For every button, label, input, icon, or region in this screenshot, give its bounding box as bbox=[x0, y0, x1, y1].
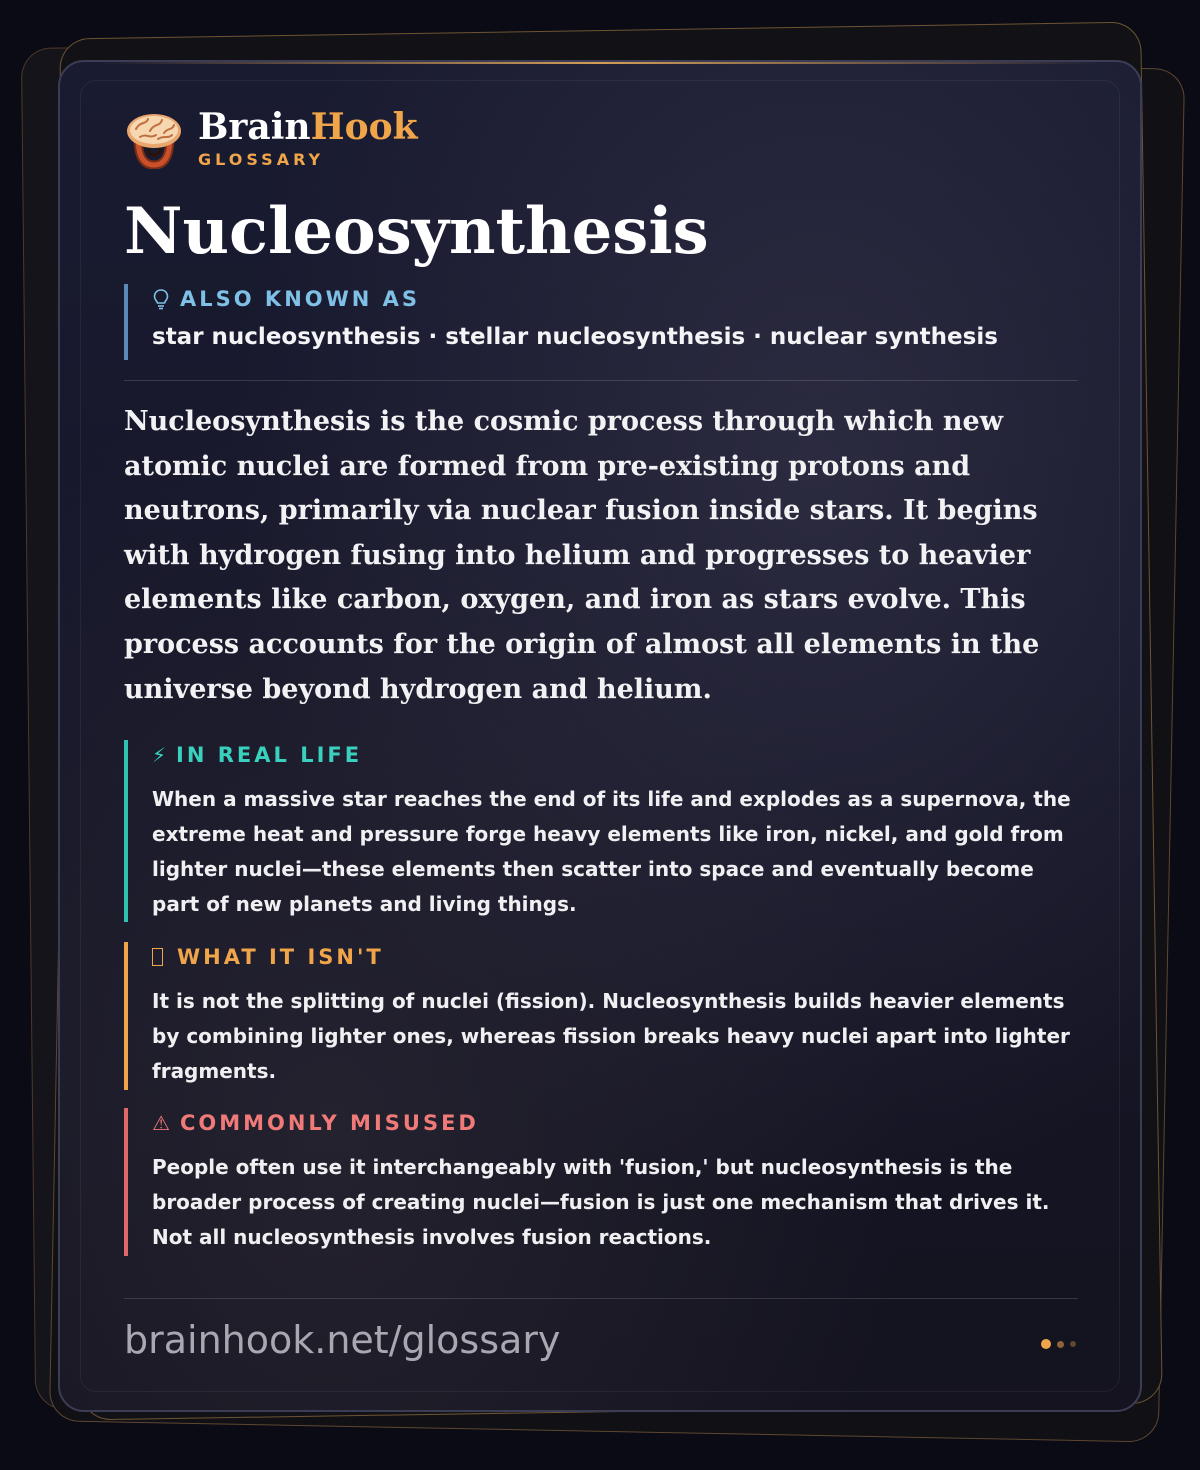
glossary-card bbox=[58, 60, 1142, 1412]
brain-magnet-icon bbox=[124, 109, 184, 169]
brand-name-hook: Hook bbox=[310, 106, 418, 148]
also-known-as-section bbox=[124, 284, 1078, 360]
in-real-life-heading bbox=[152, 740, 1078, 770]
pagination-dots bbox=[1035, 1339, 1076, 1349]
missing-glyph-icon bbox=[152, 948, 163, 966]
brand-header bbox=[124, 108, 418, 169]
commonly-misused-section bbox=[124, 1108, 1078, 1256]
brand-subtitle: GLOSSARY bbox=[198, 150, 325, 169]
lightbulb-icon bbox=[152, 288, 170, 310]
pagination-dot[interactable] bbox=[1057, 1341, 1064, 1348]
in-real-life-text: When a massive star reaches the end of its life and explodes as a supernova, the extreme heat and pressure forge heavy elements like iron, nickel, and gold from lighter nuclei—these elements then scatter into space and eventually become part of new planets and living things. bbox=[152, 787, 1071, 916]
term-title: Nucleosynthesis bbox=[124, 194, 709, 269]
commonly-misused-heading bbox=[152, 1108, 1078, 1138]
what-it-isnt-heading bbox=[152, 942, 1078, 972]
also-known-as-heading bbox=[152, 284, 1078, 314]
also-known-as-values: star nucleosynthesis · stellar nucleosynthesis · nuclear synthesis bbox=[152, 324, 998, 350]
brand-name bbox=[198, 108, 418, 146]
brand-name-brain: Brain bbox=[198, 106, 311, 148]
in-real-life-label: IN REAL LIFE bbox=[176, 743, 363, 767]
lightning-icon: ⚡ bbox=[152, 743, 167, 767]
divider-bottom bbox=[124, 1298, 1078, 1299]
what-it-isnt-section bbox=[124, 942, 1078, 1090]
what-it-isnt-label: WHAT IT ISN'T bbox=[177, 945, 384, 969]
commonly-misused-label: COMMONLY MISUSED bbox=[179, 1111, 479, 1135]
in-real-life-section bbox=[124, 740, 1078, 922]
divider-top bbox=[124, 380, 1078, 381]
also-known-as-label: ALSO KNOWN AS bbox=[180, 287, 421, 311]
definition-text: Nucleosynthesis is the cosmic process through which new atomic nuclei are formed from pre-existing protons and neutrons, primarily via nuclear fusion inside stars. It begins with hydrogen fusing into helium and progresses to heavier elements like carbon, oxygen, and iron as stars evolve. This process accounts for the origin of almost all elements in the universe beyond hydrogen and helium. bbox=[124, 406, 1040, 705]
pagination-dot-active[interactable] bbox=[1041, 1339, 1051, 1349]
footer-url[interactable]: brainhook.net/glossary bbox=[124, 1318, 561, 1362]
commonly-misused-text: People often use it interchangeably with 'fusion,' but nucleosynthesis is the broader process of creating nuclei—fusion is just one mechanism that drives it. Not all nucleosynthesis involves fusion reactions. bbox=[152, 1155, 1050, 1249]
warning-icon: ⚠ bbox=[152, 1111, 170, 1135]
what-it-isnt-text: It is not the splitting of nuclei (fission). Nucleosynthesis builds heavier elements by combining lighter ones, whereas fission breaks heavy nuclei apart into lighter fragments. bbox=[152, 989, 1070, 1083]
pagination-dot[interactable] bbox=[1070, 1341, 1076, 1347]
